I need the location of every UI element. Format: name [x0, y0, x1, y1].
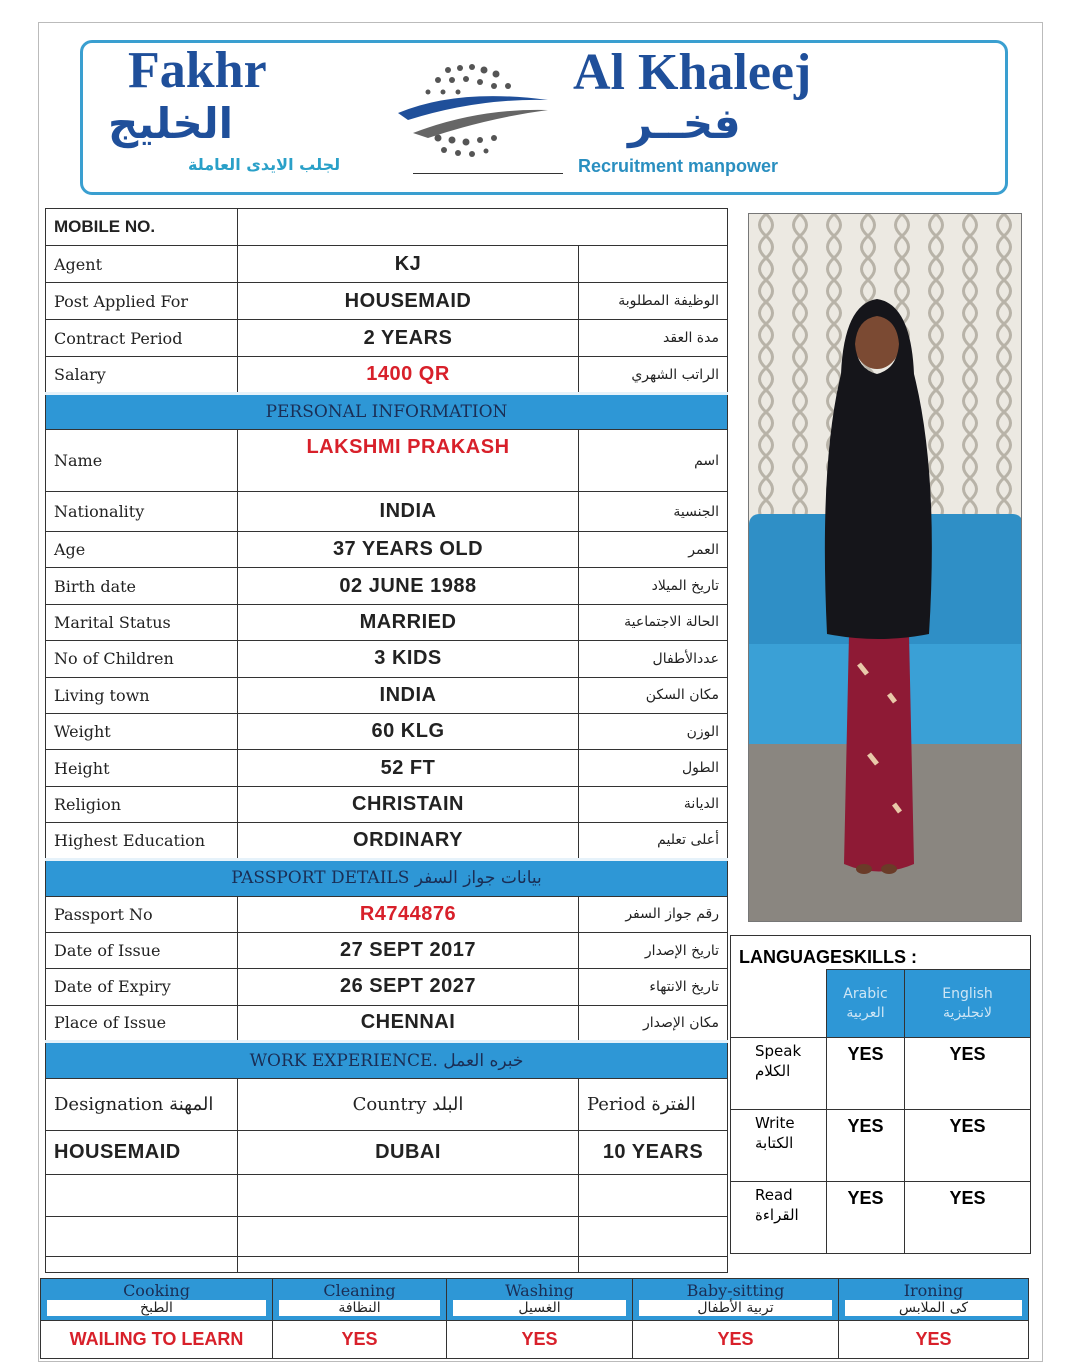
field-label-arabic: الوزن: [579, 713, 728, 749]
field-value: CHENNAI: [238, 1005, 579, 1041]
field-label: MOBILE NO.: [46, 209, 238, 246]
skill-value: YES: [839, 1321, 1029, 1359]
field-label-arabic: تاريخ الانتهاء: [579, 969, 728, 1005]
work-cell: 10 YEARS: [579, 1131, 728, 1175]
field-label-arabic: الجنسية: [579, 492, 728, 532]
skill-name-arabic: الغسيل: [453, 1300, 626, 1316]
field-label-arabic: مدة العقد: [579, 320, 728, 357]
language-skills-title: LANGUAGESKILLS :: [731, 936, 1031, 970]
skill-name: Cleaning: [323, 1281, 396, 1300]
work-cell: DUBAI: [238, 1131, 579, 1175]
language-row: [731, 1182, 1031, 1254]
table-row: [46, 357, 728, 394]
col-label-en: English: [942, 986, 993, 1003]
arabic-level: YES: [827, 1038, 905, 1110]
skill-header: [447, 1279, 633, 1321]
field-label: Date of Issue: [46, 932, 238, 968]
field-label: Contract Period: [46, 320, 238, 357]
section-header: PASSPORT DETAILS بيانات جواز السفر: [46, 859, 728, 896]
work-row-empty: [46, 1175, 728, 1217]
arabic-level: YES: [827, 1182, 905, 1254]
work-row-empty: [46, 1217, 728, 1257]
logo-tagline: Recruitment manpower: [578, 156, 779, 176]
table-row: [46, 283, 728, 320]
skill-name-arabic: كى الملابس: [845, 1300, 1022, 1316]
field-label: Birth date: [46, 568, 238, 604]
field-value: HOUSEMAID: [238, 283, 579, 320]
skill-name: Washing: [505, 1281, 574, 1300]
work-cell: HOUSEMAID: [46, 1131, 238, 1175]
field-label-arabic: مكان الإصدار: [579, 1005, 728, 1041]
skill-header: [633, 1279, 839, 1321]
field-label: Post Applied For: [46, 283, 238, 320]
table-row: [46, 896, 728, 932]
field-value: ORDINARY: [238, 823, 579, 859]
field-label-arabic: تاريخ الميلاد: [579, 568, 728, 604]
field-value: KJ: [238, 246, 579, 283]
skill-label-en: Write: [755, 1114, 795, 1132]
table-row: [46, 713, 728, 749]
logo-arabic-right: فخــر: [628, 99, 741, 148]
logo-text-fakhr: Fakhr: [128, 42, 267, 99]
field-label-arabic: تاريخ الإصدار: [579, 932, 728, 968]
table-row: [46, 568, 728, 604]
field-label-arabic: الديانة: [579, 786, 728, 822]
col-label-ar: لانجليزية: [943, 1004, 992, 1021]
field-label: Weight: [46, 713, 238, 749]
field-value: 2 YEARS: [238, 320, 579, 357]
field-value: 3 KIDS: [238, 641, 579, 677]
field-label: Height: [46, 750, 238, 786]
work-row: [46, 1131, 728, 1175]
field-value: 27 SEPT 2017: [238, 932, 579, 968]
field-label-arabic: مكان السكن: [579, 677, 728, 713]
col-label-en: Arabic: [843, 986, 888, 1003]
field-label: Place of Issue: [46, 1005, 238, 1041]
table-row: [46, 969, 728, 1005]
field-value: 60 KLG: [238, 713, 579, 749]
applicant-details-table: [45, 208, 728, 1273]
field-label: Marital Status: [46, 604, 238, 640]
language-row: [731, 1110, 1031, 1182]
skill-value: WAILING TO LEARN: [41, 1321, 273, 1359]
col-label-ar: العربية: [846, 1004, 885, 1021]
field-label: Nationality: [46, 492, 238, 532]
field-value: 52 FT: [238, 750, 579, 786]
table-row: [46, 604, 728, 640]
english-level: YES: [905, 1182, 1031, 1254]
skill-value: YES: [273, 1321, 447, 1359]
field-value: 37 YEARS OLD: [238, 532, 579, 568]
language-skills-table: [730, 935, 1031, 1254]
work-column-header: Country البلد: [238, 1079, 579, 1131]
skill-name-arabic: النظافة: [279, 1300, 440, 1316]
table-row: [46, 209, 728, 246]
field-label: Age: [46, 532, 238, 568]
field-value: LAKSHMI PRAKASH: [238, 430, 579, 492]
logo-divider: [413, 173, 563, 174]
skill-name: Baby-sitting: [686, 1281, 785, 1300]
field-label: Name: [46, 430, 238, 492]
skill-name-arabic: تربية الأطفال: [639, 1300, 832, 1316]
field-label-arabic: رقم جواز السفر: [579, 896, 728, 932]
work-column-header: Period الفترة: [579, 1079, 728, 1131]
field-value: MARRIED: [238, 604, 579, 640]
field-value: CHRISTAIN: [238, 786, 579, 822]
logo-emblem-icon: [388, 58, 558, 168]
field-label-arabic: أعلى تعليم: [579, 823, 728, 859]
skill-label-en: Read: [755, 1186, 793, 1204]
field-label-arabic: الطول: [579, 750, 728, 786]
skill-label-en: Speak: [755, 1042, 802, 1060]
table-row: [46, 823, 728, 859]
skill-name: Cooking: [123, 1281, 190, 1300]
field-label: Date of Expiry: [46, 969, 238, 1005]
field-label-arabic: [579, 246, 728, 283]
field-label-arabic: الراتب الشهري: [579, 357, 728, 394]
field-value: 1400 QR: [238, 357, 579, 394]
table-row: [46, 932, 728, 968]
field-label: Salary: [46, 357, 238, 394]
field-value: 26 SEPT 2027: [238, 969, 579, 1005]
field-value: INDIA: [238, 492, 579, 532]
logo-text-al-khaleej: Al Khaleej: [573, 44, 812, 101]
skill-header: [273, 1279, 447, 1321]
skill-label-ar: القراءة: [755, 1205, 799, 1224]
skill-name-arabic: الطبخ: [47, 1300, 266, 1316]
field-label-arabic: الحالة الاجتماعية: [579, 604, 728, 640]
table-row: [46, 1005, 728, 1041]
skill-value: YES: [633, 1321, 839, 1359]
english-level: YES: [905, 1110, 1031, 1182]
table-row: [46, 641, 728, 677]
work-row-empty: [46, 1257, 728, 1273]
section-header: WORK EXPERIENCE. خبره العمل: [46, 1042, 728, 1079]
field-label: Passport No: [46, 896, 238, 932]
logo-arabic-tagline: لجلب الايدى العاملة: [188, 155, 341, 174]
skill-label-ar: الكلام: [755, 1061, 791, 1080]
field-label: No of Children: [46, 641, 238, 677]
company-logo: [80, 40, 1008, 195]
applicant-photo: [748, 213, 1022, 922]
table-row: [46, 492, 728, 532]
language-col-arabic: [827, 970, 905, 1038]
language-row: [731, 1038, 1031, 1110]
field-value: [238, 209, 579, 246]
table-row: [46, 320, 728, 357]
skill-name: Ironing: [903, 1281, 964, 1300]
table-row: [46, 430, 728, 492]
skill-header: [41, 1279, 273, 1321]
household-skills-table: [40, 1278, 1029, 1359]
table-row: [46, 677, 728, 713]
table-row: [46, 246, 728, 283]
field-value: INDIA: [238, 677, 579, 713]
field-label-arabic: [579, 209, 728, 246]
field-label: Highest Education: [46, 823, 238, 859]
field-label-arabic: اسم: [579, 430, 728, 492]
table-row: [46, 750, 728, 786]
section-header: PERSONAL INFORMATION: [46, 394, 728, 430]
field-label: Religion: [46, 786, 238, 822]
skill-header: [839, 1279, 1029, 1321]
table-row: [46, 786, 728, 822]
field-label-arabic: عددالأطفال: [579, 641, 728, 677]
english-level: YES: [905, 1038, 1031, 1110]
arabic-level: YES: [827, 1110, 905, 1182]
work-column-header: Designation المهنة: [46, 1079, 238, 1131]
field-value: 02 JUNE 1988: [238, 568, 579, 604]
skill-label-ar: الكتابة: [755, 1133, 794, 1152]
language-col-english: [905, 970, 1031, 1038]
field-label: Agent: [46, 246, 238, 283]
skill-value: YES: [447, 1321, 633, 1359]
field-value: R4744876: [238, 896, 579, 932]
logo-arabic-left: الخليج: [108, 99, 233, 148]
field-label-arabic: العمر: [579, 532, 728, 568]
field-label: Living town: [46, 677, 238, 713]
field-label-arabic: الوظيفة المطلوبة: [579, 283, 728, 320]
table-row: [46, 532, 728, 568]
